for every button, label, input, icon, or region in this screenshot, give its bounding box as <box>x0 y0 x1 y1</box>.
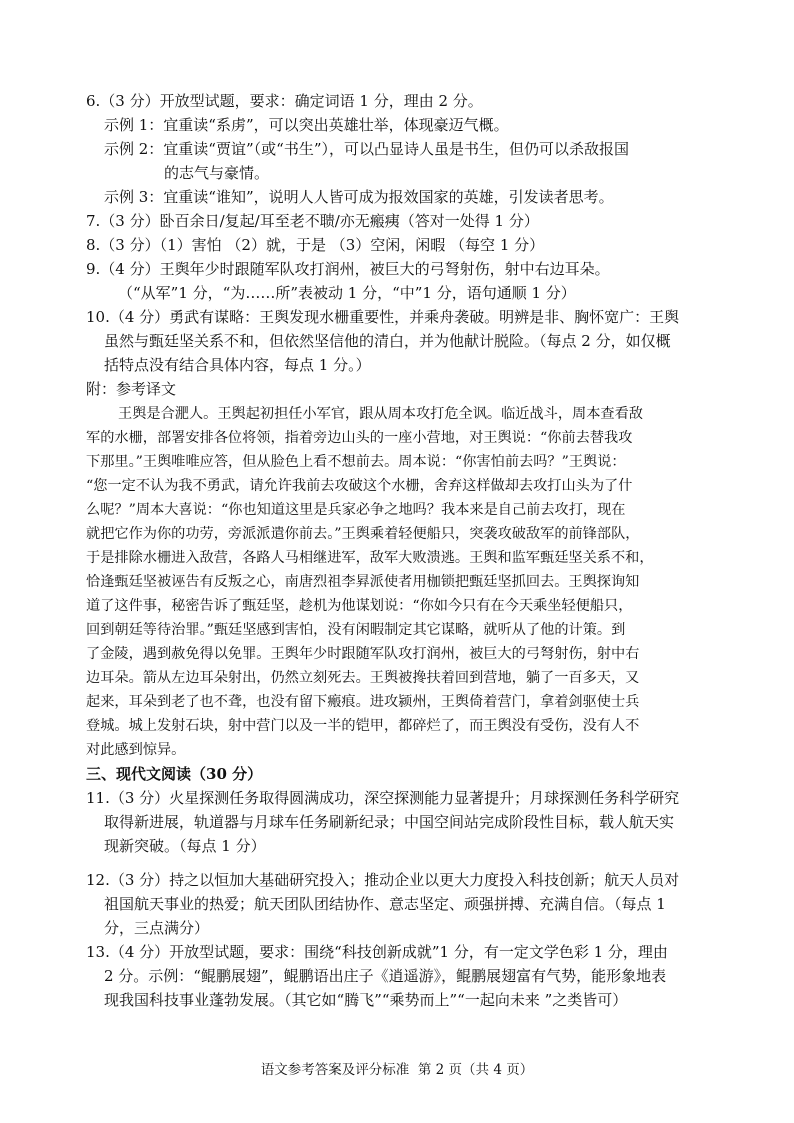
translation-line: 王舆是合淝人。王舆起初担任小军官，跟从周本攻打危全讽。临近战斗，周本查看敌 <box>118 406 643 422</box>
translation-line: 恰逢甄廷坚被诬告有反叛之心，南唐烈祖李昪派使者用枷锁把甄廷坚抓回去。王舆探询知 <box>86 574 640 590</box>
section-three-heading: 三、现代文阅读（30 分） <box>86 765 263 783</box>
answer-10-line: 10.（4 分）勇武有谋略：王舆发现水栅重要性，并乘舟袭破。明辨是非、胸怀宽广：王舆 <box>86 308 680 326</box>
answer-12-line-2: 祖国航天事业的热爱；航天团队团结协作、意志坚定、顽强拼搏、充满自信。（每点 1 <box>104 895 666 913</box>
answer-8-line: 8.（3 分）（1）害怕 （2）就，于是 （3）空闲，闲暇 （每空 1 分） <box>86 236 545 254</box>
example-3-line: 示例 3：宜重读“谁知”，说明人人皆可成为报效国家的英雄，引发读者思考。 <box>104 188 614 206</box>
answer-11-line-2: 取得新进展，轨道器与月球车任务刷新纪录；中国空间站完成阶段性目标，载人航天实 <box>104 813 675 831</box>
translation-line: 军的水栅，部署安排各位将领，指着旁边山头的一座小营地，对王舆说：“你前去替我攻 <box>86 430 633 446</box>
answer-11-line: 11.（3 分）火星探测任务取得圆满成功，深空探测能力显著提升；月球探测任务科学研究 <box>86 789 680 807</box>
translation-line: 就把它作为你的功劳，旁派派遣你前去。”王舆乘着轻便船只，突袭攻破敌军的前锋部队， <box>86 526 640 542</box>
translation-heading: 附：参考译文 <box>86 380 177 398</box>
answer-10-line-3: 括特点没有结合具体内容，每点 1 分。） <box>104 356 371 374</box>
answer-10-line-2: 虽然与甄廷坚关系不和，但依然坚信他的清白，并为他献计脱险。（每点 2 分，如仅概 <box>104 332 671 350</box>
answer-11-line-3: 现新突破。（每点 1 分） <box>104 837 266 855</box>
translation-line: 登城。城上发射石块，射中营门以及一半的铠甲，都碎烂了，而王舆没有受伤，没有人不 <box>86 718 640 734</box>
page-footer: 语文参考答案及评分标准 第 2 页（共 4 页） <box>260 1062 534 1078</box>
translation-line: 下那里。”王舆唯唯应答，但从脸色上看不想前去。周本说：“你害怕前去吗？”王舆说： <box>86 454 626 470</box>
example-1-line: 示例 1：宜重读“系虏”，可以突出英雄壮举，体现豪迈气概。 <box>104 116 509 134</box>
answer-13-line-3: 现我国科技事业蓬勃发展。（其它如“腾飞”“乘势而上”“一起向未来 ”之类皆可） <box>104 991 628 1009</box>
answer-13-line-2: 2 分。示例：“鲲鹏展翅”，鲲鹏语出庄子《逍遥游》，鲲鹏展翅富有气势，能形象地表 <box>104 967 667 985</box>
answer-9-scoring-line: （“从军”1 分，“为……所”表被动 1 分，“中”1 分，语句通顺 1 分） <box>118 284 576 302</box>
translation-line: 于是排除水栅进入敌营，各路人马相继进军，敌军大败溃逃。王舆和监军甄廷坚关系不和， <box>86 550 654 566</box>
translation-line: 了金陵，遇到赦免得以免罪。王舆年少时跟随军队攻打润州，被巨大的弓弩射伤，射中右 <box>86 646 640 662</box>
translation-line: 道了这件事，秘密告诉了甄廷坚，趁机为他谋划说：“你如今只有在今天乘坐轻便船只， <box>86 598 633 614</box>
answer-6-line: 6.（3 分）开放型试题，要求：确定词语 1 分，理由 2 分。 <box>86 92 483 110</box>
answer-12-line-3: 分，三点满分） <box>104 919 210 937</box>
answer-13-line: 13.（4 分）开放型试题，要求：围绕“科技创新成就”1 分，有一定文学色彩 1 分，理由 <box>86 943 668 961</box>
translation-line: “您一定不认为我不勇武，请允许我前去攻破这个水栅，舍弃这样做却去攻打山头为了什 <box>86 478 633 494</box>
translation-line: 么呢？”周本大喜说：“你也知道这里是兵家必争之地吗？我本来是自己前去攻打，现在 <box>86 502 626 518</box>
example-2-line: 示例 2：宜重读“贾谊”（或“书生”），可以凸显诗人虽是书生，但仍可以杀敌报国 <box>104 140 629 158</box>
translation-line: 回到朝廷等待治罪。”甄廷坚感到害怕，没有闲暇制定其它谋略，就听从了他的计策。到 <box>86 622 626 638</box>
translation-line: 对此感到惊异。 <box>86 742 186 758</box>
example-2-continued-line: 的志气与豪情。 <box>164 164 270 182</box>
translation-line: 边耳朵。箭从左边耳朵射出，仍然立刻死去。王舆被搀扶着回到营地，躺了一百多天，又 <box>86 670 640 686</box>
answer-9-line: 9.（4 分）王舆年少时跟随军队攻打润州，被巨大的弓弩射伤，射中右边耳朵。 <box>86 260 610 278</box>
translation-line: 起来，耳朵到老了也不聋，也没有留下瘢痕。进攻颍州，王舆倚着营门，拿着剑驱使士兵 <box>86 694 640 710</box>
answer-7-line: 7.（3 分）卧百余日/复起/耳至老不聩/亦无瘢痍（答对一处得 1 分） <box>86 212 539 230</box>
answer-12-line: 12.（3 分）持之以恒加大基础研究投入；推动企业以更大力度投入科技创新；航天人员对 <box>86 871 680 889</box>
